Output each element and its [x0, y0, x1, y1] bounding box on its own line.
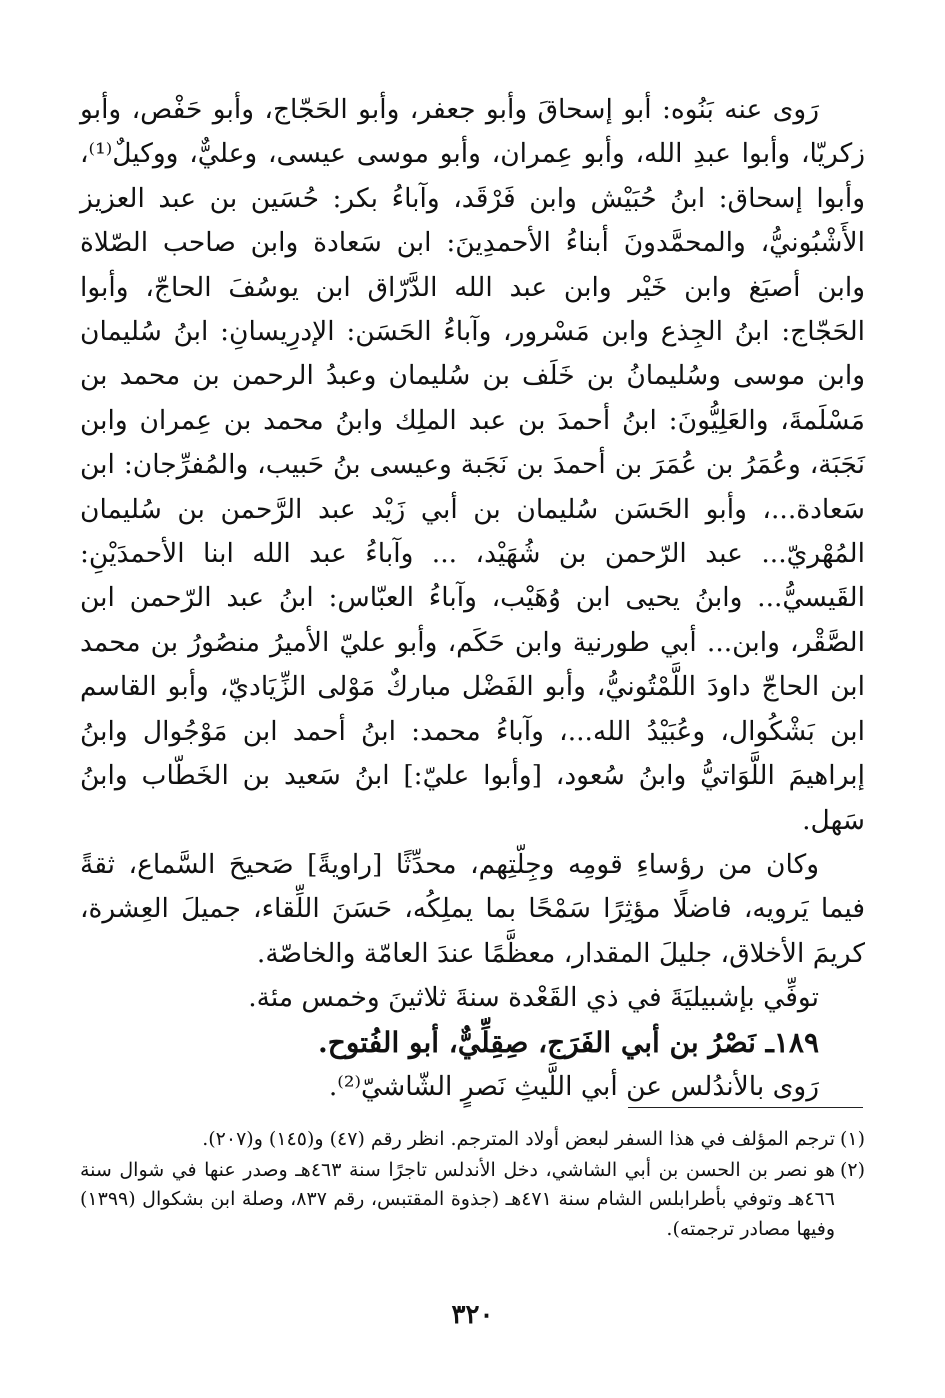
entry-text: رَوى بالأندُلس عن أبي اللَّيثِ نَصرٍ الشّاشيّ⁽²⁾. — [328, 1070, 819, 1102]
page-number: ٣٢٠ — [451, 1300, 494, 1330]
entry-heading: ١٨٩ـ نَصْرُ بن أبي الفَرَج، صِقِلِّيٌّ، أبو الفُتوح. — [318, 1025, 819, 1059]
footnote-marker: (١) — [839, 1128, 865, 1150]
main-text — [80, 88, 865, 1109]
footnote-1 — [80, 1125, 865, 1155]
footnote-text: هو نصر بن الحسن بن أبي الشاشي، دخل الأندلس تاجرًا سنة ٤٦٣هـ وصدر عنها في شوال سنة ٤٦٦هـ وتوفي بأطرابلس الشام سنة ٤٧١هـ (جذوة المقتبس، رقم ٨٣٧، وصلة ابن بشكوال (١٣٩٩) وفيها مصادر ترجمته). — [80, 1158, 835, 1240]
paragraph-description: وكان من رؤساءِ قومِه وجِلّتِهم، محدِّثًا [راويةً] صَحيحَ السَّماع، ثقةً فيما يَرويه، فاضلًا مؤثِرًا سَمْحًا بما يملِكُه، حَسَنَ اللِّقاء، جميلَ العِشرة، كريمَ الأخلاق، جليلَ المقدار، معظَّمًا عندَ العامّة والخاصّة. — [80, 848, 865, 969]
footnote-marker: (٢) — [839, 1158, 865, 1181]
footnote-2 — [80, 1156, 865, 1245]
footnotes — [80, 1125, 865, 1245]
footnote-separator — [628, 1107, 863, 1108]
paragraph-narrators: رَوى عنه بَنُوه: أبو إسحاقَ وأبو جعفر، وأبو الحَجّاج، وأبو حَفْص، وأبو زكريّا، وأبوا عبدِ الله، وأبو عِمران، وأبو موسى عيسى، وعليٌّ، ووكيلٌ⁽¹⁾، وأبوا إسحاق: ابنُ حُبَيْش وابن فَرْقَد، وآباءُ بكر: حُسَين بن عبد العزيز الأَشْبُونيُّ، والمحمَّدونَ أبناءُ الأحمدِينَ: ابن سَعادة وابن صاحب الصّلاة وابن أصبَغ وابن خَيْر وابن عبد الله الدَّرّاق ابن يوسُفَ الحاجّ، وأبوا الحَجّاج: ابنُ الجِذع وابن مَسْرور، وآباءُ الحَسَن: الإدرِيسانِ: ابنُ سُليمان وابن موسى وسُليمانُ بن خَلَف بن سُليمان وعبدُ الرحمن بن محمد بن مَسْلَمةَ، والعَلِيُّونَ: ابنُ أحمدَ بن عبد الملِك وابنُ محمد بن عِمران وابن نَجَبَة، وعُمَرُ بن عُمَرَ بن أحمدَ بن نَجَبة وعيسى بنُ حَبيب، والمُفرِّجان: ابن سَعادة...، وأبو الحَسَن سُليمان بن أبي زَيْد عبد الرَّحمن بن سُليمان المُهْريّ... عبد الرّحمن بن شُهَيْد، ... وآباءُ عبد الله ابنا الأحمدَيْنِ: القَيسيُّ... وابنُ يحيى ابن وُهَيْب، وآباءُ العبّاس: ابنُ عبد الرّحمن ابن الصَّقْر، وابن... أبي طورنية وابن حَكَم، وأبو عليّ الأميرُ منصُورُ بن محمد ابن الحاجّ داودَ اللَّمْتُونيُّ، وأبو الفَضْل مباركٌ مَوْلى الزِّيَاديّ، وأبو القاسم ابن بَشْكُوال، وعُبَيْدُ الله...، وآباءُ محمد: ابنُ أحمد ابن مَوْجُوال وابنُ إبراهيمَ اللَّوَاتيُّ وابنُ سُعود، [وأبوا عليّ:] ابنُ سَعيد بن الخَطّاب وابنُ سَهل. — [80, 94, 865, 836]
paragraph-death: توفِّي بإشبيليَةَ في ذي القَعْدة سنةَ ثلاثينَ وخمس مئة. — [248, 982, 819, 1014]
footnote-text: ترجم المؤلف في هذا السفر لبعض أولاد المترجم. انظر رقم (٤٧) و(١٤٥) و(٢٠٧). — [202, 1128, 835, 1150]
